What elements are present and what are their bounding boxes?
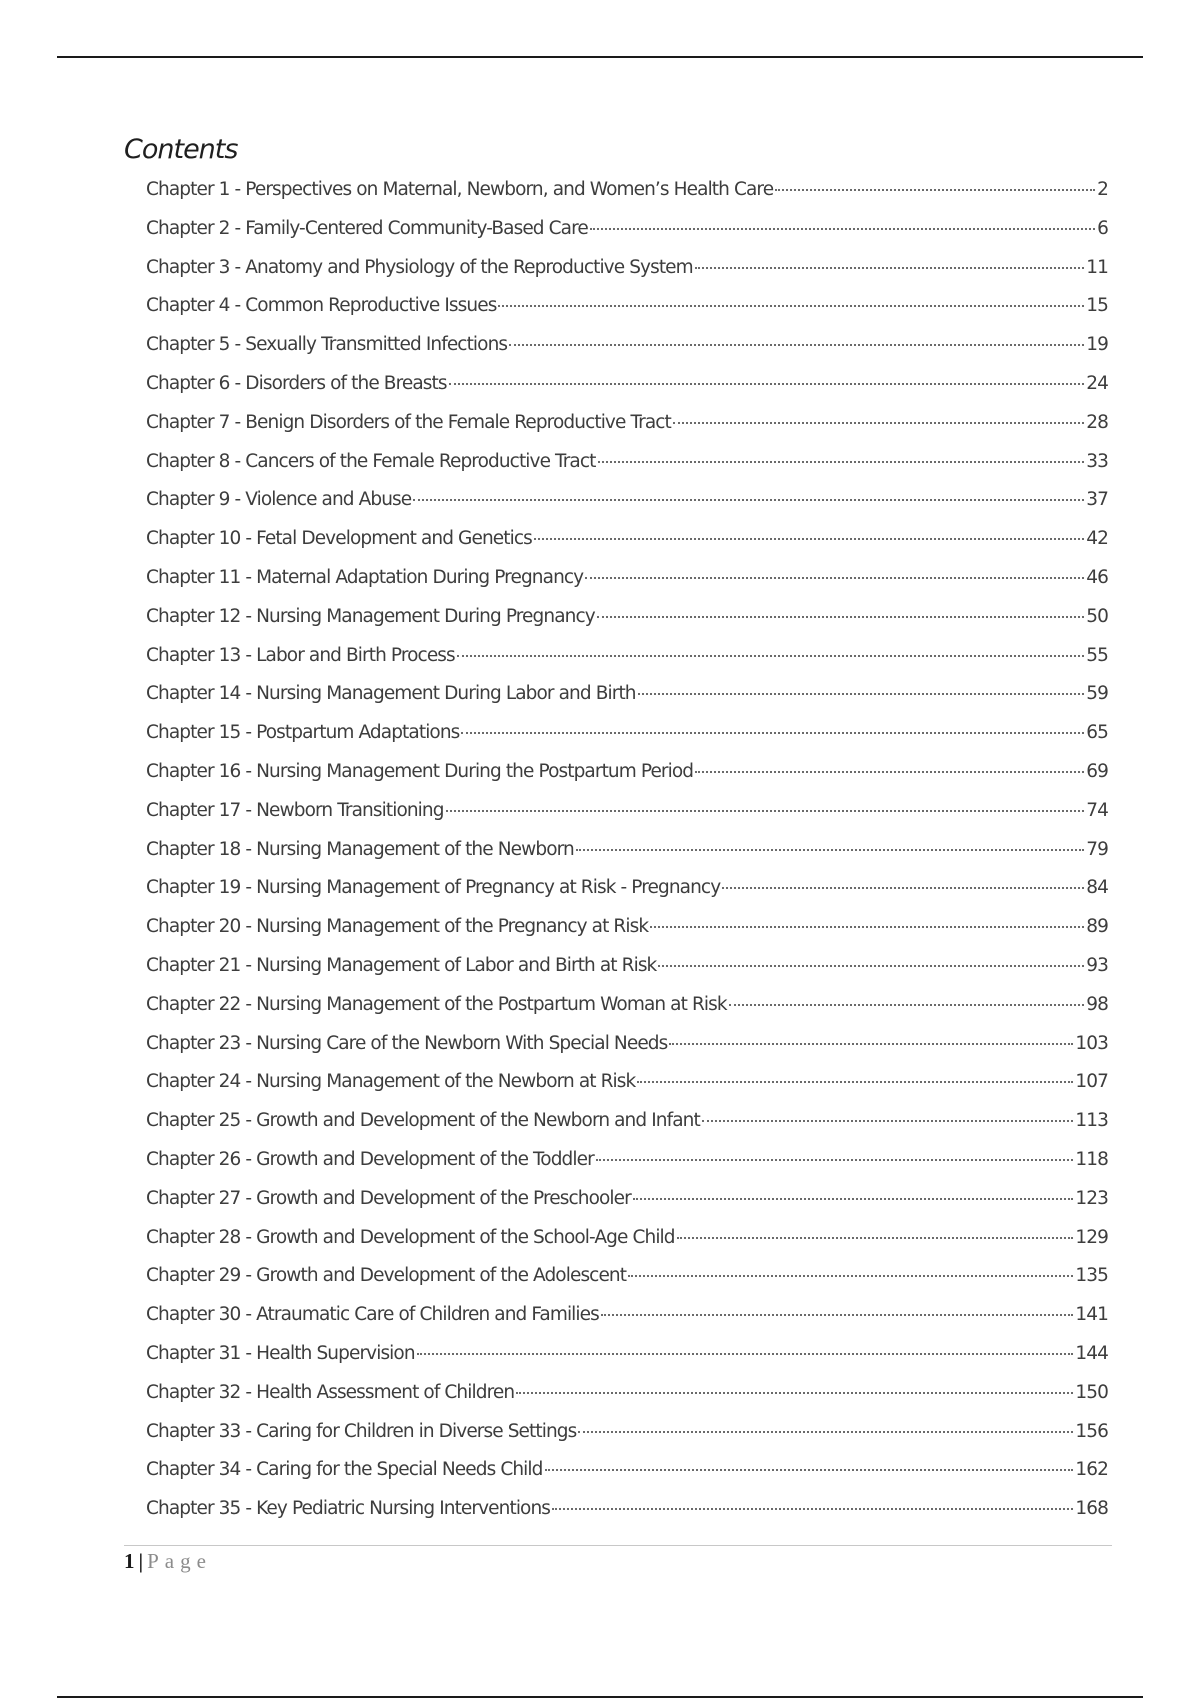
toc-entry-page: 69 — [1086, 760, 1108, 782]
toc-entry[interactable] — [146, 683, 1108, 722]
toc-entry[interactable] — [146, 800, 1108, 839]
toc-entry[interactable] — [146, 1343, 1108, 1382]
toc-entry-page: 33 — [1086, 450, 1108, 472]
toc-entry[interactable] — [146, 373, 1108, 412]
toc-entry-page: 84 — [1086, 877, 1108, 899]
toc-entry[interactable] — [146, 295, 1108, 334]
toc-entry[interactable] — [146, 955, 1108, 994]
toc-entry[interactable] — [146, 1459, 1108, 1498]
toc-entry[interactable] — [146, 1033, 1108, 1072]
toc-entry-title: Chapter 13 - Labor and Birth Process — [146, 644, 455, 666]
toc-entry-page: 150 — [1075, 1381, 1108, 1403]
toc-entry-title: Chapter 15 - Postpartum Adaptations — [146, 722, 460, 744]
toc-dot-leader — [598, 461, 1085, 463]
toc-dot-leader — [695, 267, 1084, 269]
toc-entry-title: Chapter 12 - Nursing Management During Pregnancy — [146, 605, 595, 627]
toc-entry[interactable] — [146, 1382, 1108, 1421]
toc-entry[interactable] — [146, 1227, 1108, 1266]
footer-separator: | — [138, 1549, 144, 1573]
toc-entry-title: Chapter 25 - Growth and Development of the Newborn and Infant — [146, 1110, 700, 1132]
toc-entry-page: 89 — [1086, 916, 1108, 938]
toc-entry[interactable] — [146, 606, 1108, 645]
toc-entry-title: Chapter 21 - Nursing Management of Labor and Birth at Risk — [146, 954, 657, 976]
toc-entry-title: Chapter 18 - Nursing Management of the Newborn — [146, 838, 574, 860]
toc-entry-page: 65 — [1086, 722, 1108, 744]
toc-dot-leader — [576, 849, 1084, 851]
toc-entry[interactable] — [146, 1071, 1108, 1110]
toc-entry-page: 162 — [1075, 1459, 1108, 1481]
toc-entry[interactable] — [146, 1188, 1108, 1227]
toc-entry-page: 141 — [1075, 1304, 1108, 1326]
toc-dot-leader — [413, 499, 1084, 501]
toc-entry-title: Chapter 2 - Family-Centered Community-Based Care — [146, 217, 588, 239]
toc-entry[interactable] — [146, 1498, 1108, 1537]
toc-entry-title: Chapter 24 - Nursing Management of the Newborn at Risk — [146, 1071, 636, 1093]
toc-dot-leader — [509, 344, 1084, 346]
toc-dot-leader — [702, 1120, 1074, 1122]
toc-dot-leader — [729, 1004, 1085, 1006]
toc-dot-leader — [775, 189, 1095, 191]
toc-entry[interactable] — [146, 528, 1108, 567]
toc-entry-page: 50 — [1086, 605, 1108, 627]
toc-entry[interactable] — [146, 218, 1108, 257]
toc-dot-leader — [673, 422, 1084, 424]
toc-dot-leader — [516, 1392, 1073, 1394]
toc-entry-title: Chapter 19 - Nursing Management of Pregnancy at Risk - Pregnancy — [146, 877, 721, 899]
toc-entry-page: 107 — [1075, 1071, 1108, 1093]
bottom-border-rule — [57, 1696, 1143, 1698]
toc-dot-leader — [545, 1469, 1074, 1471]
contents-heading: Contents — [124, 134, 238, 165]
toc-dot-leader — [637, 1081, 1073, 1083]
toc-entry-title: Chapter 23 - Nursing Care of the Newborn With Special Needs — [146, 1032, 668, 1054]
toc-dot-leader — [722, 887, 1084, 889]
toc-entry-page: 144 — [1075, 1342, 1108, 1364]
toc-entry[interactable] — [146, 1110, 1108, 1149]
toc-dot-leader — [552, 1508, 1073, 1510]
toc-dot-leader — [534, 538, 1084, 540]
toc-entry[interactable] — [146, 1265, 1108, 1304]
toc-entry-title: Chapter 5 - Sexually Transmitted Infections — [146, 334, 508, 356]
toc-entry-page: 168 — [1075, 1498, 1108, 1520]
toc-entry-page: 79 — [1086, 838, 1108, 860]
toc-entry[interactable] — [146, 1421, 1108, 1460]
toc-dot-leader — [457, 655, 1084, 657]
toc-dot-leader — [449, 383, 1085, 385]
footer-page-number: 1 — [124, 1549, 135, 1573]
toc-dot-leader — [658, 965, 1084, 967]
toc-entry-page: 113 — [1075, 1110, 1108, 1132]
toc-entry-page: 129 — [1075, 1226, 1108, 1248]
toc-entry[interactable] — [146, 451, 1108, 490]
footer-divider — [124, 1545, 1112, 1546]
toc-entry-page: 46 — [1086, 566, 1108, 588]
toc-entry[interactable] — [146, 1304, 1108, 1343]
toc-dot-leader — [650, 926, 1084, 928]
toc-entry-page: 24 — [1086, 372, 1108, 394]
toc-entry-title: Chapter 30 - Atraumatic Care of Children and Families — [146, 1304, 599, 1326]
toc-entry[interactable] — [146, 567, 1108, 606]
toc-entry-title: Chapter 8 - Cancers of the Female Reproductive Tract — [146, 450, 596, 472]
toc-entry-title: Chapter 20 - Nursing Management of the Pregnancy at Risk — [146, 916, 649, 938]
toc-entry-page: 103 — [1075, 1032, 1108, 1054]
toc-entry[interactable] — [146, 645, 1108, 684]
toc-entry-page: 42 — [1086, 528, 1108, 550]
toc-entry[interactable] — [146, 412, 1108, 451]
table-of-contents — [146, 179, 1108, 1537]
toc-entry-title: Chapter 34 - Caring for the Special Needs Child — [146, 1459, 543, 1481]
toc-entry-page: 118 — [1075, 1148, 1108, 1170]
toc-entry-page: 55 — [1086, 644, 1108, 666]
toc-entry[interactable] — [146, 489, 1108, 528]
toc-entry[interactable] — [146, 916, 1108, 955]
toc-dot-leader — [597, 616, 1084, 618]
toc-entry-page: 93 — [1086, 954, 1108, 976]
toc-entry-page: 59 — [1086, 683, 1108, 705]
toc-entry[interactable] — [146, 179, 1108, 218]
toc-entry-title: Chapter 22 - Nursing Management of the Postpartum Woman at Risk — [146, 993, 727, 1015]
toc-entry-title: Chapter 6 - Disorders of the Breasts — [146, 372, 447, 394]
toc-entry[interactable] — [146, 1149, 1108, 1188]
toc-dot-leader — [596, 1159, 1074, 1161]
toc-entry[interactable] — [146, 839, 1108, 878]
toc-entry-title: Chapter 26 - Growth and Development of the Toddler — [146, 1148, 594, 1170]
toc-entry-title: Chapter 32 - Health Assessment of Children — [146, 1381, 515, 1403]
toc-entry[interactable] — [146, 994, 1108, 1033]
toc-dot-leader — [446, 810, 1085, 812]
toc-entry-page: 156 — [1075, 1420, 1108, 1442]
toc-dot-leader — [578, 1431, 1073, 1433]
toc-dot-leader — [669, 1043, 1073, 1045]
toc-dot-leader — [695, 771, 1084, 773]
toc-entry-page: 37 — [1086, 489, 1108, 511]
toc-entry-page: 15 — [1086, 295, 1108, 317]
toc-entry[interactable] — [146, 761, 1108, 800]
toc-entry[interactable] — [146, 877, 1108, 916]
toc-entry-title: Chapter 3 - Anatomy and Physiology of the Reproductive System — [146, 256, 693, 278]
toc-entry-title: Chapter 1 - Perspectives on Maternal, Newborn, and Women’s Health Care — [146, 179, 774, 200]
page-footer — [124, 1549, 212, 1574]
toc-entry-title: Chapter 17 - Newborn Transitioning — [146, 799, 444, 821]
toc-entry[interactable] — [146, 334, 1108, 373]
toc-entry-title: Chapter 4 - Common Reproductive Issues — [146, 295, 497, 317]
toc-dot-leader — [590, 228, 1095, 230]
toc-entry-title: Chapter 28 - Growth and Development of the School-Age Child — [146, 1226, 675, 1248]
toc-dot-leader — [677, 1237, 1074, 1239]
toc-dot-leader — [601, 1314, 1073, 1316]
toc-entry[interactable] — [146, 722, 1108, 761]
footer-page-word: Page — [147, 1549, 212, 1573]
toc-dot-leader — [585, 577, 1084, 579]
toc-entry-title: Chapter 31 - Health Supervision — [146, 1342, 415, 1364]
toc-entry-title: Chapter 9 - Violence and Abuse — [146, 489, 412, 511]
toc-entry-page: 2 — [1097, 179, 1108, 200]
toc-entry-page: 19 — [1086, 334, 1108, 356]
toc-entry-title: Chapter 10 - Fetal Development and Genetics — [146, 528, 532, 550]
toc-entry-page: 74 — [1086, 799, 1108, 821]
toc-entry-page: 28 — [1086, 411, 1108, 433]
toc-entry-page: 11 — [1086, 256, 1108, 278]
toc-entry-page: 135 — [1075, 1265, 1108, 1287]
toc-entry-title: Chapter 16 - Nursing Management During the Postpartum Period — [146, 760, 694, 782]
toc-entry-page: 6 — [1097, 217, 1108, 239]
toc-entry-title: Chapter 11 - Maternal Adaptation During Pregnancy — [146, 566, 584, 588]
toc-entry-title: Chapter 35 - Key Pediatric Nursing Interventions — [146, 1498, 551, 1520]
toc-entry-title: Chapter 29 - Growth and Development of the Adolescent — [146, 1265, 627, 1287]
top-border-rule — [57, 56, 1143, 58]
toc-entry-page: 98 — [1086, 993, 1108, 1015]
toc-entry-page: 123 — [1075, 1187, 1108, 1209]
toc-dot-leader — [498, 305, 1084, 307]
toc-entry-title: Chapter 33 - Caring for Children in Diverse Settings — [146, 1420, 577, 1442]
toc-dot-leader — [628, 1275, 1073, 1277]
toc-dot-leader — [638, 693, 1085, 695]
toc-entry-title: Chapter 27 - Growth and Development of the Preschooler — [146, 1187, 631, 1209]
toc-entry-title: Chapter 14 - Nursing Management During Labor and Birth — [146, 683, 636, 705]
toc-entry[interactable] — [146, 257, 1108, 296]
toc-dot-leader — [417, 1353, 1074, 1355]
toc-dot-leader — [633, 1198, 1074, 1200]
toc-dot-leader — [461, 732, 1084, 734]
toc-entry-title: Chapter 7 - Benign Disorders of the Female Reproductive Tract — [146, 411, 671, 433]
